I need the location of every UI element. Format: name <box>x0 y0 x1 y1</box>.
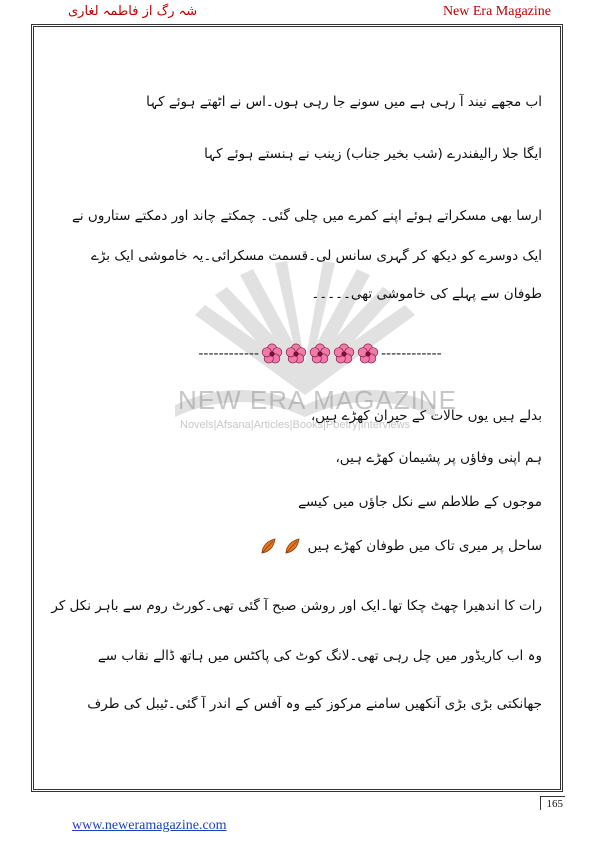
paragraph-line: ایک دوسرے کو دیکھ کر گہری سانس لی۔قسمت مسکرائی۔یہ خاموشی ایک بڑے <box>90 248 542 264</box>
autumn-leaf-icon <box>283 536 303 556</box>
pink-flower-icon <box>333 343 355 365</box>
poem-line: بدلے ہیں یوں حالات کے حیران کھڑے ہیں، <box>310 408 542 424</box>
autumn-leaf-icon <box>259 536 279 556</box>
pink-flower-icon <box>309 343 331 365</box>
header-magazine-name: New Era Magazine <box>442 4 551 19</box>
paragraph-line: ارسا بھی مسکراتے ہوئے اپنے کمرے میں چلی گئی۔ چمکتے چاند اور دمکتے ستاروں نے <box>71 208 542 224</box>
watermark-subtitle: Novels|Afsana|Articles|Books|Poetry|Interviews <box>180 419 411 431</box>
divider-dashes-left: ------------ <box>198 346 259 362</box>
header-title-urdu: شہ رگ از فاطمہ لغاری <box>68 4 198 19</box>
flower-divider <box>160 340 480 368</box>
poem-last-line <box>259 536 542 556</box>
footer-website-link[interactable]: www.neweramagazine.com <box>72 818 227 833</box>
paragraph-line: وہ اب کاریڈور میں چل رہی تھی۔لانگ کوٹ کی پاکٹس میں ہاتھ ڈالے نقاب سے <box>97 648 542 664</box>
paragraph-line: طوفان سے پہلے کی خاموشی تھی۔۔۔۔۔ <box>311 286 542 302</box>
flower-row <box>261 343 379 365</box>
pink-flower-icon <box>357 343 379 365</box>
poem-line: ہم اپنی وفاؤں پر پشیمان کھڑے ہیں، <box>335 450 542 466</box>
divider-dashes-right: ------------ <box>381 346 442 362</box>
paragraph-line: جھانکتی بڑی بڑی آنکھیں سامنے مرکوز کیے وہ آفس کے اندر آ گئی۔ٹیبل کی طرف <box>87 696 542 712</box>
pink-flower-icon <box>261 343 283 365</box>
paragraph-line: رات کا اندھیرا چھٹ چکا تھا۔ایک اور روشن صبح آ گئی تھی۔کورٹ روم سے باہر نکل کر <box>51 598 542 614</box>
watermark-title: NEW ERA MAGAZINE <box>178 385 457 415</box>
poem-line: ساحل پر میری تاک میں طوفان کھڑے ہیں <box>307 538 542 554</box>
page-header <box>0 0 595 24</box>
page-number: 165 <box>540 796 566 810</box>
pink-flower-icon <box>285 343 307 365</box>
paragraph-line: اب مجھے نیند آ رہی ہے میں سونے جا رہی ہوں۔اس نے اٹھتے ہوئے کہا <box>146 94 542 110</box>
poem-line: موجوں کے طلاطم سے نکل جاؤں میں کیسے <box>298 494 542 510</box>
paragraph-line: ایگا جلا رالیفندرے (شب بخیر جناب) زینب نے ہنستے ہوئے کہا <box>204 146 542 162</box>
